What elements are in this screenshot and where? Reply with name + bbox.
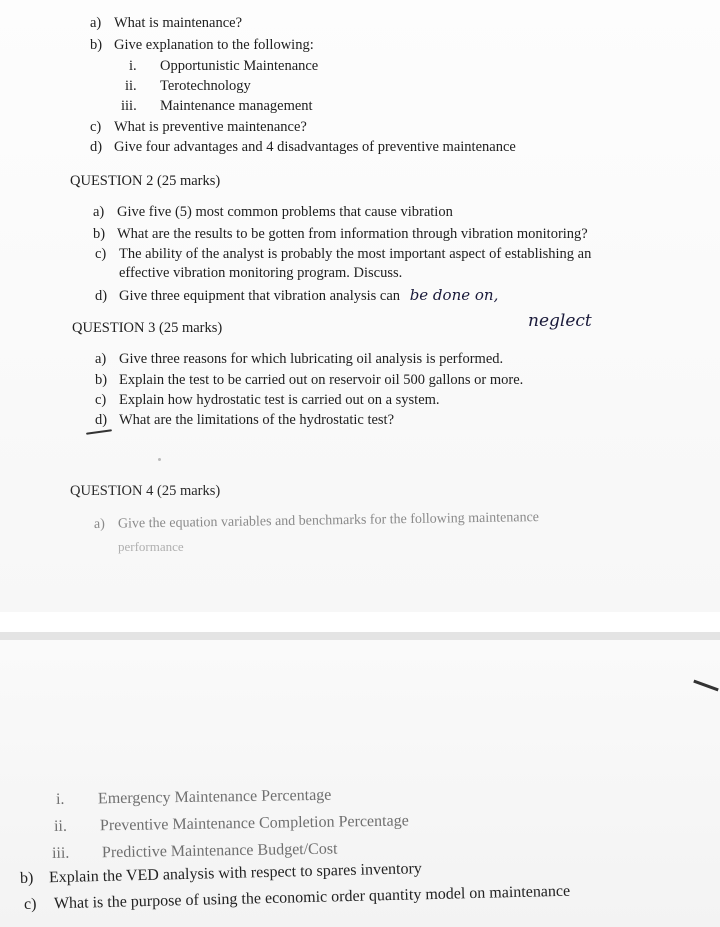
item-text: Give three equipment that vibration analysis can <box>119 288 401 304</box>
item-label: a) <box>93 204 105 220</box>
exam-page-2 <box>0 640 720 927</box>
page-separator <box>0 632 720 640</box>
q1-subitem-i <box>129 57 318 75</box>
item-label: a) <box>90 15 102 31</box>
item-label: iii. <box>121 98 137 114</box>
pen-underline-mark <box>86 429 112 435</box>
handwritten-neglect-note: neglect <box>528 311 592 331</box>
item-label: b) <box>19 869 34 887</box>
item-label: d) <box>95 288 108 304</box>
item-text: What is maintenance? <box>114 15 243 31</box>
item-text: Terotechnology <box>160 78 251 94</box>
q4-item-a <box>94 509 539 534</box>
q1-item-a <box>90 14 242 32</box>
item-text: Preventive Maintenance Completion Percentage <box>99 812 409 835</box>
item-text: Explain the test to be carried out on reservoir oil 500 gallons or more. <box>119 372 524 388</box>
item-label: c) <box>95 392 107 408</box>
q4-item-b <box>20 860 422 888</box>
item-label: iii. <box>51 844 70 862</box>
pen-stroke-mark <box>693 680 718 692</box>
q2-item-c-continued <box>119 264 402 282</box>
item-label: b) <box>95 372 108 388</box>
q2-item-a <box>93 203 453 221</box>
q2-item-b <box>93 225 588 243</box>
item-text: Explain how hydrostatic test is carried out on a system. <box>119 392 440 408</box>
q1-subitem-ii <box>125 77 251 95</box>
item-text: Give four advantages and 4 disadvantages of preventive maintenance <box>114 139 516 155</box>
item-label: i. <box>55 790 65 808</box>
item-text: The ability of the analyst is probably the most important aspect of establishing an <box>119 246 592 262</box>
question-4-title: QUESTION 4 (25 marks) <box>70 483 221 499</box>
item-text: Give three reasons for which lubricating oil analysis is performed. <box>119 351 504 367</box>
item-label: d) <box>95 412 108 428</box>
q1-item-b <box>90 36 314 54</box>
question-2-title: QUESTION 2 (25 marks) <box>70 173 221 189</box>
q3-item-a <box>95 350 503 368</box>
q4-subitem-ii <box>54 812 409 836</box>
item-text: Opportunistic Maintenance <box>160 58 319 74</box>
q1-item-c <box>90 118 307 136</box>
q3-item-c <box>95 391 440 409</box>
item-text: effective vibration monitoring program. Discuss. <box>119 265 403 281</box>
question-3-title: QUESTION 3 (25 marks) <box>72 320 223 336</box>
item-label: a) <box>95 351 107 367</box>
item-text: What are the results to be gotten from information through vibration monitoring? <box>117 226 588 242</box>
item-text: What is preventive maintenance? <box>114 119 307 135</box>
item-label: i. <box>129 58 137 74</box>
q1-subitem-iii <box>121 97 313 115</box>
q2-item-d <box>95 286 498 305</box>
speck-mark <box>158 458 161 461</box>
q4-subitem-i <box>56 787 332 809</box>
q1-item-d <box>90 138 516 156</box>
item-text: performance <box>118 539 184 554</box>
item-text: Give explanation to the following: <box>114 37 314 53</box>
q3-item-d <box>95 411 394 429</box>
handwritten-note: be done on, <box>409 286 499 304</box>
item-text: Emergency Maintenance Percentage <box>97 786 332 808</box>
item-text: What are the limitations of the hydrostatic test? <box>119 412 395 428</box>
item-label: b) <box>93 226 106 242</box>
item-label: ii. <box>125 78 137 94</box>
item-text: What is the purpose of using the economic order quantity model on maintenance <box>53 882 571 913</box>
item-label: b) <box>90 37 103 53</box>
q4-item-a-continued <box>118 538 184 556</box>
item-label: a) <box>93 516 105 532</box>
item-text: Explain the VED analysis with respect to spares inventory <box>48 860 423 887</box>
item-label: d) <box>90 139 103 155</box>
item-text: Give the equation variables and benchmarks for the following maintenance <box>117 510 540 532</box>
item-text: Give five (5) most common problems that cause vibration <box>117 204 453 220</box>
item-label: ii. <box>53 817 68 835</box>
q4-subitem-iii <box>52 841 338 863</box>
item-label: c) <box>95 246 107 262</box>
q4-item-c <box>24 883 571 914</box>
item-text: Maintenance management <box>160 98 313 114</box>
item-text: Predictive Maintenance Budget/Cost <box>101 840 338 862</box>
item-label: c) <box>23 895 37 913</box>
q3-item-b <box>95 371 523 389</box>
q2-item-c <box>95 245 591 263</box>
item-label: c) <box>90 119 102 135</box>
